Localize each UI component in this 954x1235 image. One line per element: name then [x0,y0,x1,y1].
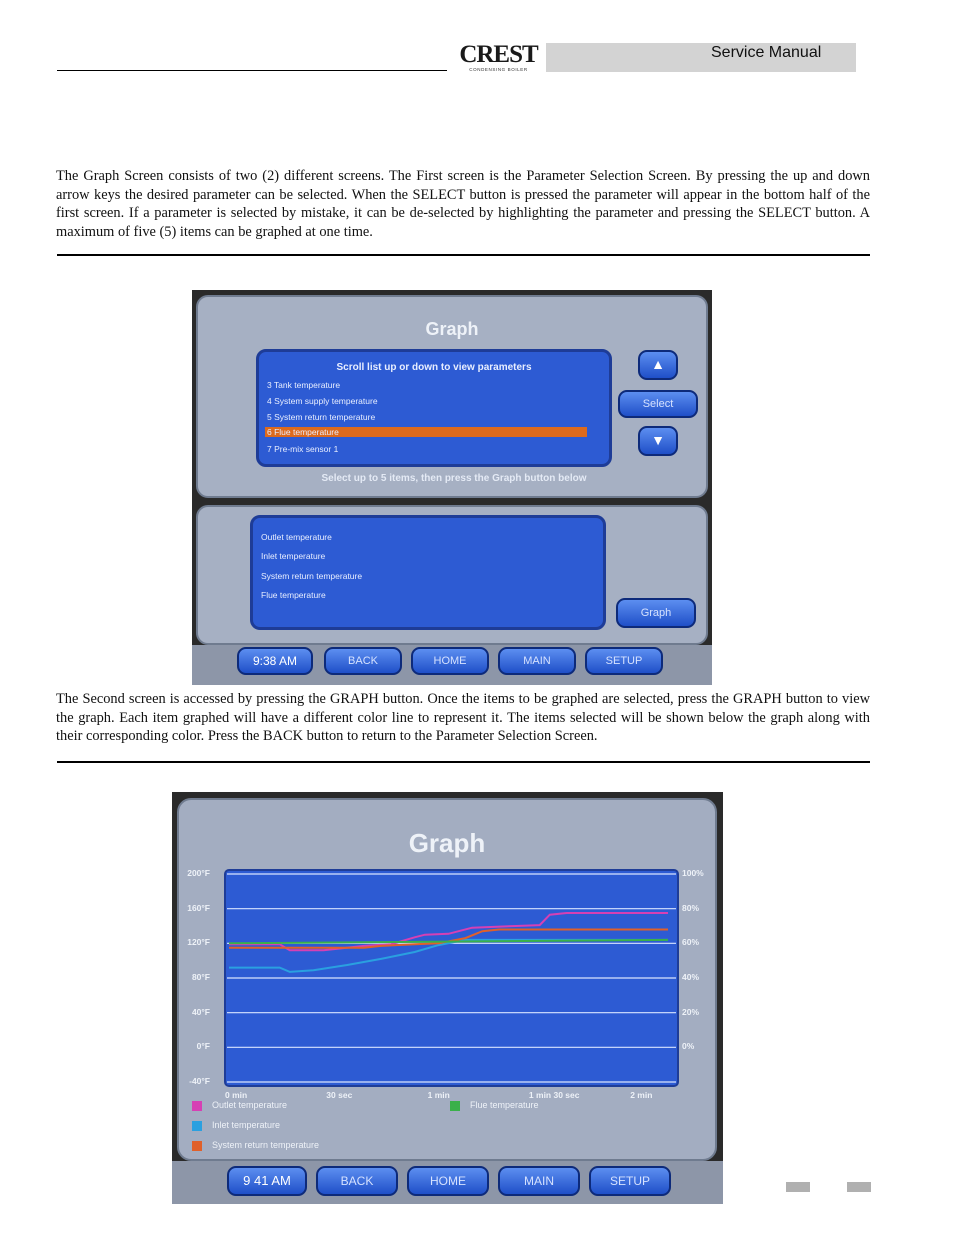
home-button[interactable]: HOME [411,647,489,675]
selected-item: Outlet temperature [261,532,332,542]
setup-button[interactable]: SETUP [585,647,663,675]
down-arrow-icon: ▼ [651,432,665,448]
list-item[interactable]: 5 System return temperature [267,412,376,422]
legend-label: System return temperature [212,1140,320,1150]
parameter-list[interactable] [256,349,612,467]
time-display: 9 41 AM [227,1166,307,1196]
header-rule [57,70,447,71]
scroll-up-button[interactable] [638,350,678,380]
parameter-list-header: Scroll list up or down to view parameters [336,362,532,373]
legend-swatch [192,1141,202,1151]
screen2-title: Graph [408,828,486,858]
header-title-box [546,43,856,72]
up-arrow-icon: ▲ [651,356,665,372]
x-tick-label: 2 min [630,1090,653,1100]
legend-label: Inlet temperature [212,1120,281,1130]
legend-label: Flue temperature [470,1100,539,1110]
y-right-tick-label: 0% [682,1041,695,1052]
intro-paragraph: The Graph Screen consists of two (2) different screens. The First screen is the Parameter Selection Screen. By pressing the up and down arrow keys the desired parameter can be selected. When the SELECT button is pressed the parameter will appear in the bottom half of the first screen. If a parameter is selected by mistake, it can be de-selected by highlighting the parameter and pressing the SELECT button. A maximum of five (5) items can be graphed at one time. [56,168,870,240]
setup-button[interactable]: SETUP [589,1166,671,1196]
selected-item: System return temperature [261,571,363,581]
home-button[interactable]: HOME [407,1166,489,1196]
x-tick-label: 1 min [427,1090,450,1100]
manual-title: Service Manual [711,44,822,61]
legend-swatch [192,1101,202,1111]
select-button[interactable]: Select [618,390,698,418]
y-left-tick-label: -40°F [189,1076,210,1086]
y-left-tick-label: 160°F [187,902,210,913]
scroll-down-button[interactable] [638,426,678,456]
legend-label: Outlet temperature [212,1100,288,1110]
y-left-tick-label: 0°F [196,1041,210,1052]
list-item[interactable]: 3 Tank temperature [267,380,341,390]
selected-item: Flue temperature [261,590,326,600]
list-item[interactable]: 4 System supply temperature [267,396,378,406]
back-button[interactable]: BACK [316,1166,398,1196]
list-item-selected[interactable]: 6 Flue temperature [265,427,587,437]
parameter-selection-screenshot [192,290,712,685]
graph-button[interactable]: Graph [616,598,696,628]
x-tick-label: 0 min [225,1090,248,1100]
y-left-tick-label: 200°F [187,868,210,878]
logo-sub: CONDENSING BOILER [469,67,528,72]
logo-main: CREST [459,41,538,68]
back-button[interactable]: BACK [324,647,402,675]
section-rule-1 [57,254,870,256]
legend-swatch [450,1101,460,1111]
y-right-tick-label: 40% [682,972,700,982]
y-left-tick-label: 80°F [191,972,210,982]
parameter-panel [196,295,708,498]
list-item[interactable]: 7 Pre-mix sensor 1 [267,444,339,454]
main-button[interactable]: MAIN [498,647,576,675]
main-button[interactable]: MAIN [498,1166,580,1196]
graph-paragraph: The Second screen is accessed by pressing the GRAPH button. Once the items to be graphed are selected, press the GRAPH button to view the graph. Each item graphed will have a different color line to represent it. The items selected will be shown below the graph along with their corresponding color. Press the BACK button to return to the Parameter Selection Screen. [56,691,870,744]
y-left-tick-label: 40°F [191,1006,210,1017]
footer-marker-left [786,1182,810,1192]
x-tick-label: 1 min 30 sec [528,1090,580,1100]
legend-swatch [192,1121,202,1131]
y-right-tick-label: 60% [682,937,700,948]
selected-items-list [250,515,606,630]
selection-hint: Select up to 5 items, then press the Graph button below [321,473,587,484]
section-rule-2 [57,761,870,763]
y-left-tick-label: 120°F [187,937,210,948]
crest-logo [451,43,546,71]
graph-screenshot [172,792,723,1204]
x-tick-label: 30 sec [326,1090,353,1100]
y-right-tick-label: 80% [682,902,700,913]
time-display: 9:38 AM [237,647,313,675]
selected-item: Inlet temperature [261,551,326,561]
y-right-tick-label: 20% [682,1006,700,1017]
screen1-title: Graph [425,319,479,339]
y-right-tick-label: 100% [682,868,704,878]
footer-marker-right [847,1182,871,1192]
